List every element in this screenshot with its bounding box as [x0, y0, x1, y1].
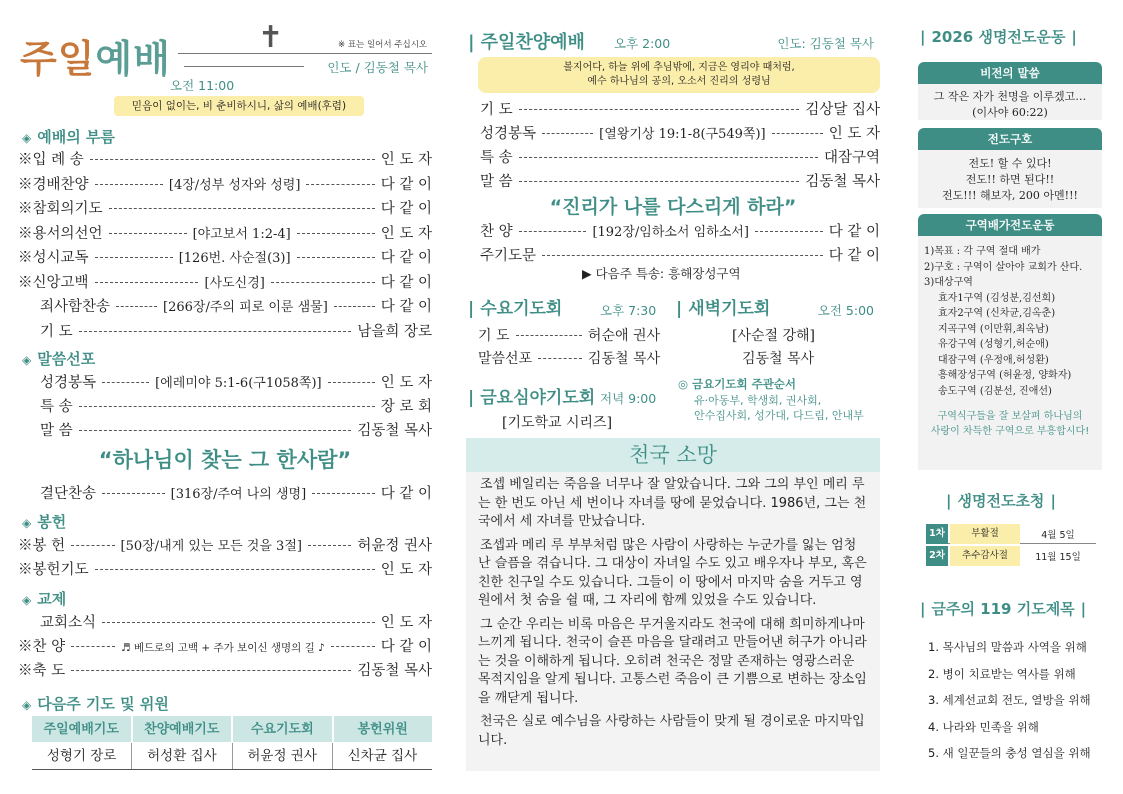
row-detail: [야고보서 1:2-4]	[192, 227, 291, 242]
standing-notice: ※ 표는 일어서 주십시오	[338, 40, 428, 50]
fri-order-line: 유·아동부, 학생회, 권사회,	[694, 394, 822, 407]
invite-date: 11월 15일	[1035, 552, 1081, 563]
row-label: 찬 양	[480, 224, 513, 240]
district-body	[918, 236, 1102, 470]
order-row	[18, 534, 432, 556]
row-person: 인 도 자	[828, 126, 880, 142]
order-row	[18, 295, 432, 317]
row-label: ※찬 양	[18, 639, 66, 655]
row-detail: [266장/주의 피로 이룬 샘물]	[163, 300, 328, 315]
row-person: 인 도 자	[380, 152, 432, 168]
invite-event: 추수감사절	[950, 546, 1020, 566]
invite-row	[926, 524, 1096, 544]
section-label: 말씀선포	[37, 350, 96, 368]
row-detail: [에레미야 5:1-6(구1058쪽)]	[155, 376, 322, 391]
slogan-line: 전도!!! 해보자, 200 아멘!!!	[942, 189, 1078, 202]
campaign-title: | 2026 생명전도운동 |	[920, 28, 1077, 46]
praise-time: 오후 2:00	[614, 36, 671, 51]
table-cell: 허성환 집사	[132, 743, 232, 769]
district-note	[924, 409, 1096, 439]
slogan-box	[918, 128, 1102, 208]
slogan-line: 전도! 할 수 있다!	[968, 157, 1052, 170]
essay-paragraph: 조셉 베일리는 죽음을 너무나 잘 알았습니다. 그와 그의 부인 메리 루는 한 번도 아닌 세 번이나 자녀를 땅에 묻었습니다. 1986년, 그는 천국에서 세 자녀를 만났습니다.	[478, 477, 867, 529]
row-label: ※경배찬양	[18, 177, 89, 193]
order-row	[18, 659, 432, 681]
order-row	[18, 320, 432, 342]
row-detail: [4장/성부 성자와 성령]	[168, 178, 301, 193]
section-label: 교제	[37, 590, 67, 608]
prayer-title: | 금주의 119 기도제목 |	[920, 600, 1087, 618]
row-person: 다 같 이	[828, 248, 880, 264]
order-row	[480, 122, 880, 144]
fri-order-line: 안수집사회, 성가대, 다드림, 안내부	[694, 409, 864, 422]
praise-title-label: 주일찬양예배	[480, 32, 585, 53]
row-person: 김동철 목사	[805, 174, 880, 190]
banner-line: 예수 하나님의 공의, 오소서 진리의 성령님	[587, 76, 771, 87]
district-line: 대잠구역 (우정애,허성환)	[938, 354, 1049, 366]
dawn-title-label: 새벽기도회	[688, 299, 771, 319]
row-detail: ♬ 베드로의 고백 + 주가 보이신 생명의 길 ♪	[121, 642, 325, 654]
row-detail: [126번. 사순절(3)]	[178, 251, 291, 266]
row-detail: [50장/내게 있는 모든 것을 3절]	[120, 539, 302, 554]
praise-leader: 인도: 김동철 목사	[777, 36, 874, 51]
row-person: 김동철 목사	[587, 351, 660, 367]
slogan-title: 전도구호	[918, 128, 1102, 150]
invite-date: 4월 5일	[1041, 529, 1075, 541]
district-note-line: 사랑이 차득한 구역으로 부흥합시다!	[930, 426, 1090, 437]
section-offering: ◈ 봉헌	[22, 513, 67, 531]
row-label: 성경봉독	[480, 126, 537, 142]
district-line: 효자1구역 (김성분,김선희)	[938, 292, 1056, 304]
prayer-title-label: 금주의 119 기도제목	[931, 600, 1075, 618]
row-label: ※입 례 송	[18, 152, 84, 168]
row-label: 결단찬송	[40, 486, 97, 502]
order-row	[18, 611, 432, 633]
wed-time: 오후 7:30	[600, 303, 657, 318]
invite-title: | 생명전도초청 |	[946, 492, 1056, 510]
worship-time: 오전 11:00	[170, 78, 235, 93]
cross-icon: ✝	[258, 20, 284, 55]
essay-body	[466, 472, 880, 750]
banner-line: 볼지어다, 하늘 위에 추님밖에, 지금은 영리야 때처럼,	[563, 62, 795, 73]
sermon-title: “하나님이 찾는 그 한사람”	[98, 448, 352, 472]
dawn-preacher: 김동철 목사	[742, 351, 815, 367]
row-label: 말 씀	[480, 174, 513, 190]
row-label: 죄사함찬송	[40, 299, 111, 315]
district-title: 구역배가전도운동	[918, 214, 1102, 236]
district-line: 지곡구역 (이만휘,최옥남)	[938, 323, 1049, 335]
order-row	[18, 371, 432, 393]
order-row	[18, 419, 432, 441]
vision-title: 비전의 말씀	[918, 62, 1102, 84]
page-title	[20, 28, 171, 83]
invite-event: 부활절	[950, 524, 1020, 544]
row-person: 다 같 이	[380, 275, 433, 291]
title-part2: 예배	[95, 37, 171, 81]
district-line: 1)목표 : 각 구역 절대 배가	[924, 246, 1041, 257]
invite-round: 2차	[926, 546, 948, 566]
prayer-item: 4. 나라와 민족을 위해	[928, 719, 1039, 734]
row-detail: [열왕기상 19:1-8(구549쪽)]	[599, 127, 766, 142]
section-label: 봉헌	[37, 513, 67, 531]
vision-ref: (이사야 60:22)	[972, 106, 1048, 119]
essay-paragraph: 조셉과 메리 루 부부처럼 많은 사람이 사랑하는 누군가를 잃는 엄청난 슬픔을 겪습니다. 그 대상이 자녀일 수도 있고 배우자나 부모, 혹은 친한 친구일 수도 있습니다. 그들이 이 땅에서 마지막 숨을 거두고 영원에서 첫 숨을 쉴 때, 그 자리에 함께 있었을 수도 있습니다.	[478, 537, 867, 608]
order-row	[18, 197, 432, 219]
table-header: 봉헌위원	[357, 722, 408, 737]
row-person: 남을희 장로	[357, 324, 432, 340]
next-week-table	[32, 716, 432, 770]
fri-series: [기도학교 시리즈]	[502, 415, 613, 431]
order-row	[18, 271, 432, 293]
row-person: 다 같 이	[380, 639, 433, 655]
section-next-week: ◈ 다음주 기도 및 위원	[22, 695, 169, 713]
district-line: 2)구호 : 구역이 살아야 교회가 산다.	[924, 261, 1083, 273]
praise-banner	[478, 57, 880, 93]
order-row	[478, 348, 660, 370]
fri-title-label: 금요심야기도회	[480, 388, 596, 408]
row-label: ※축 도	[18, 663, 66, 679]
order-row	[480, 146, 880, 168]
worship-leader: 인도 / 김동철 목사	[327, 60, 428, 75]
row-person: 인 도 자	[380, 615, 432, 631]
row-detail: [192장/임하소서 임하소서]	[592, 225, 749, 240]
table-cell: 신차균 집사	[347, 748, 418, 764]
campaign-title-label: 2026 생명전도운동	[931, 28, 1066, 46]
row-label: ※봉 헌	[18, 538, 66, 554]
praise-title: | 주일찬양예배	[468, 32, 585, 53]
row-label: 교회소식	[40, 615, 97, 631]
row-detail: [사도신경]	[204, 276, 265, 291]
prayer-list	[928, 634, 1091, 767]
order-row	[18, 558, 432, 580]
row-person: 인 도 자	[380, 226, 433, 242]
row-detail: [316장/주여 나의 생명]	[170, 487, 307, 502]
row-label: ※성시교독	[18, 250, 89, 266]
row-person: 김동철 목사	[357, 663, 432, 679]
row-label: 특 송	[40, 399, 73, 415]
slogan-body	[918, 150, 1102, 208]
title-part1: 주일	[20, 37, 96, 81]
row-person: 인 도 자	[380, 375, 432, 391]
prayer-item: 5. 새 일꾼들의 충성 열심을 위해	[928, 746, 1091, 760]
table-row	[32, 743, 432, 770]
section-fellowship: ◈ 교제	[22, 590, 67, 608]
district-note-line: 구역식구들을 잘 보살펴 하나님의	[937, 411, 1083, 422]
row-person: 다 같 이	[380, 250, 432, 266]
praise-sermon-title: “진리가 나를 다스리게 하라”	[549, 196, 797, 218]
row-person: 다 같 이	[828, 224, 880, 240]
row-person: 허순애 권사	[587, 328, 660, 344]
prayer-item: 3. 세계선교회 전도, 열방을 위해	[928, 693, 1091, 707]
order-row	[18, 246, 432, 268]
essay-title: 천국 소망	[466, 438, 880, 472]
district-line: 송도구역 (김분선, 진애선)	[938, 385, 1052, 397]
order-row	[18, 482, 432, 504]
fri-order-title: ◎ 금요기도회 주관순서	[678, 377, 797, 391]
row-person: 다 같 이	[380, 201, 432, 217]
prayer-item: 1. 목사님의 말씀과 사역을 위해	[928, 640, 1087, 654]
row-label: ※봉헌기도	[18, 562, 89, 578]
row-label: 성경봉독	[40, 375, 97, 391]
order-row	[480, 98, 880, 120]
row-person: 다 같 이	[380, 486, 433, 502]
order-row	[478, 325, 660, 347]
invite-row	[926, 546, 1096, 566]
row-person: 김동철 목사	[357, 423, 432, 439]
prayer-item: 2. 병이 치료받는 역사를 위해	[928, 666, 1076, 681]
row-label: ※신앙고백	[18, 275, 89, 291]
row-label: 말씀선포	[478, 351, 533, 367]
row-label: ※용서의선언	[18, 226, 103, 242]
vision-text: 그 작은 자가 천명을 이루겠고…	[933, 90, 1087, 103]
row-label: 주기도문	[480, 248, 537, 264]
fri-time: 저녁 9:00	[600, 391, 657, 406]
table-cell: 허윤정 권사	[233, 743, 333, 769]
order-row	[18, 173, 432, 195]
invite-round: 1차	[926, 524, 948, 544]
wed-title: | 수요기도회	[468, 299, 563, 319]
row-person: 대잠구역	[823, 150, 880, 166]
slogan-line: 전도!! 하면 된다!!	[965, 173, 1055, 186]
row-person: 장 로 회	[380, 399, 432, 415]
section-call-to-worship: ◈ 예배의 부름	[22, 128, 115, 146]
dawn-time: 오전 5:00	[817, 303, 874, 318]
section-label: 다음주 기도 및 위원	[37, 695, 169, 713]
vision-body	[918, 84, 1102, 120]
row-person: 다 같 이	[380, 177, 432, 193]
wed-title-label: 수요기도회	[480, 299, 563, 319]
table-cell: 성형기 장로	[32, 743, 132, 769]
district-box	[918, 214, 1102, 470]
order-row	[18, 395, 432, 417]
row-label: 특 송	[480, 150, 513, 166]
essay-box	[466, 438, 880, 771]
district-line: 3)대상구역	[924, 277, 973, 288]
row-label: 말 씀	[40, 423, 73, 439]
table-header: 주일예배기도	[32, 716, 133, 742]
order-row	[18, 222, 432, 244]
row-person: 인 도 자	[380, 562, 432, 578]
dawn-series: [사순절 강해]	[732, 328, 815, 344]
essay-paragraph: 그 순간 우리는 비록 마음은 무거울지라도 천국에 대해 희미하게나마 느끼게 됩니다. 천국이 슬픈 마음을 달래려고 만들어낸 허구가 아니라는 것을 이해하게 됩니다. 오히려 천국은 정말 존재하는 영광스러운 목적지임을 알게 됩니다. 고통스런 죽음이 큰 기쁨으로 변하는 장소임을 깨닫게 됩니다.	[478, 616, 867, 706]
order-row	[18, 148, 432, 170]
table-header: 수요기도회	[233, 716, 334, 742]
table-header-row	[32, 716, 432, 743]
worship-motto: 믿음이 없이는, 비 춘비하시니, 삶의 예배(후렴)	[114, 96, 364, 116]
order-row	[480, 244, 880, 266]
row-person: 다 같 이	[380, 299, 432, 315]
row-person: 김상달 집사	[805, 102, 880, 118]
fri-title: | 금요심야기도회	[468, 388, 596, 408]
row-label: 기 도	[40, 324, 73, 340]
district-line: 유강구역 (성형기,허순애)	[938, 339, 1049, 350]
row-person: 허윤정 권사	[357, 538, 433, 554]
title-rule	[178, 53, 432, 54]
invite-title-label: 생명전도초청	[957, 492, 1045, 510]
essay-paragraph: 천국은 실로 예수님을 사랑하는 사람들이 맞게 될 경이로운 마지막입니다.	[478, 714, 865, 748]
dawn-title: | 새벽기도회	[676, 299, 771, 319]
title-rule-2	[184, 66, 304, 67]
section-label: 예배의 부름	[37, 128, 115, 146]
section-sermon: ◈ 말씀선포	[22, 350, 96, 368]
order-row	[480, 220, 880, 242]
district-line: 효자2구역 (신차균,김옥춘)	[938, 308, 1056, 319]
order-row	[480, 170, 880, 192]
order-row	[18, 635, 432, 657]
row-label: 기 도	[480, 102, 513, 118]
vision-box	[918, 62, 1102, 120]
next-special-song: ▶ 다음주 특송: 흥해장성구역	[582, 266, 741, 281]
table-header: 찬양예배기도	[133, 716, 234, 742]
district-line: 흥해장성구역 (허윤정, 양화자)	[938, 370, 1072, 381]
invite-table	[926, 524, 1096, 566]
row-label: 기 도	[478, 328, 510, 344]
row-label: ※참회의기도	[18, 201, 103, 217]
